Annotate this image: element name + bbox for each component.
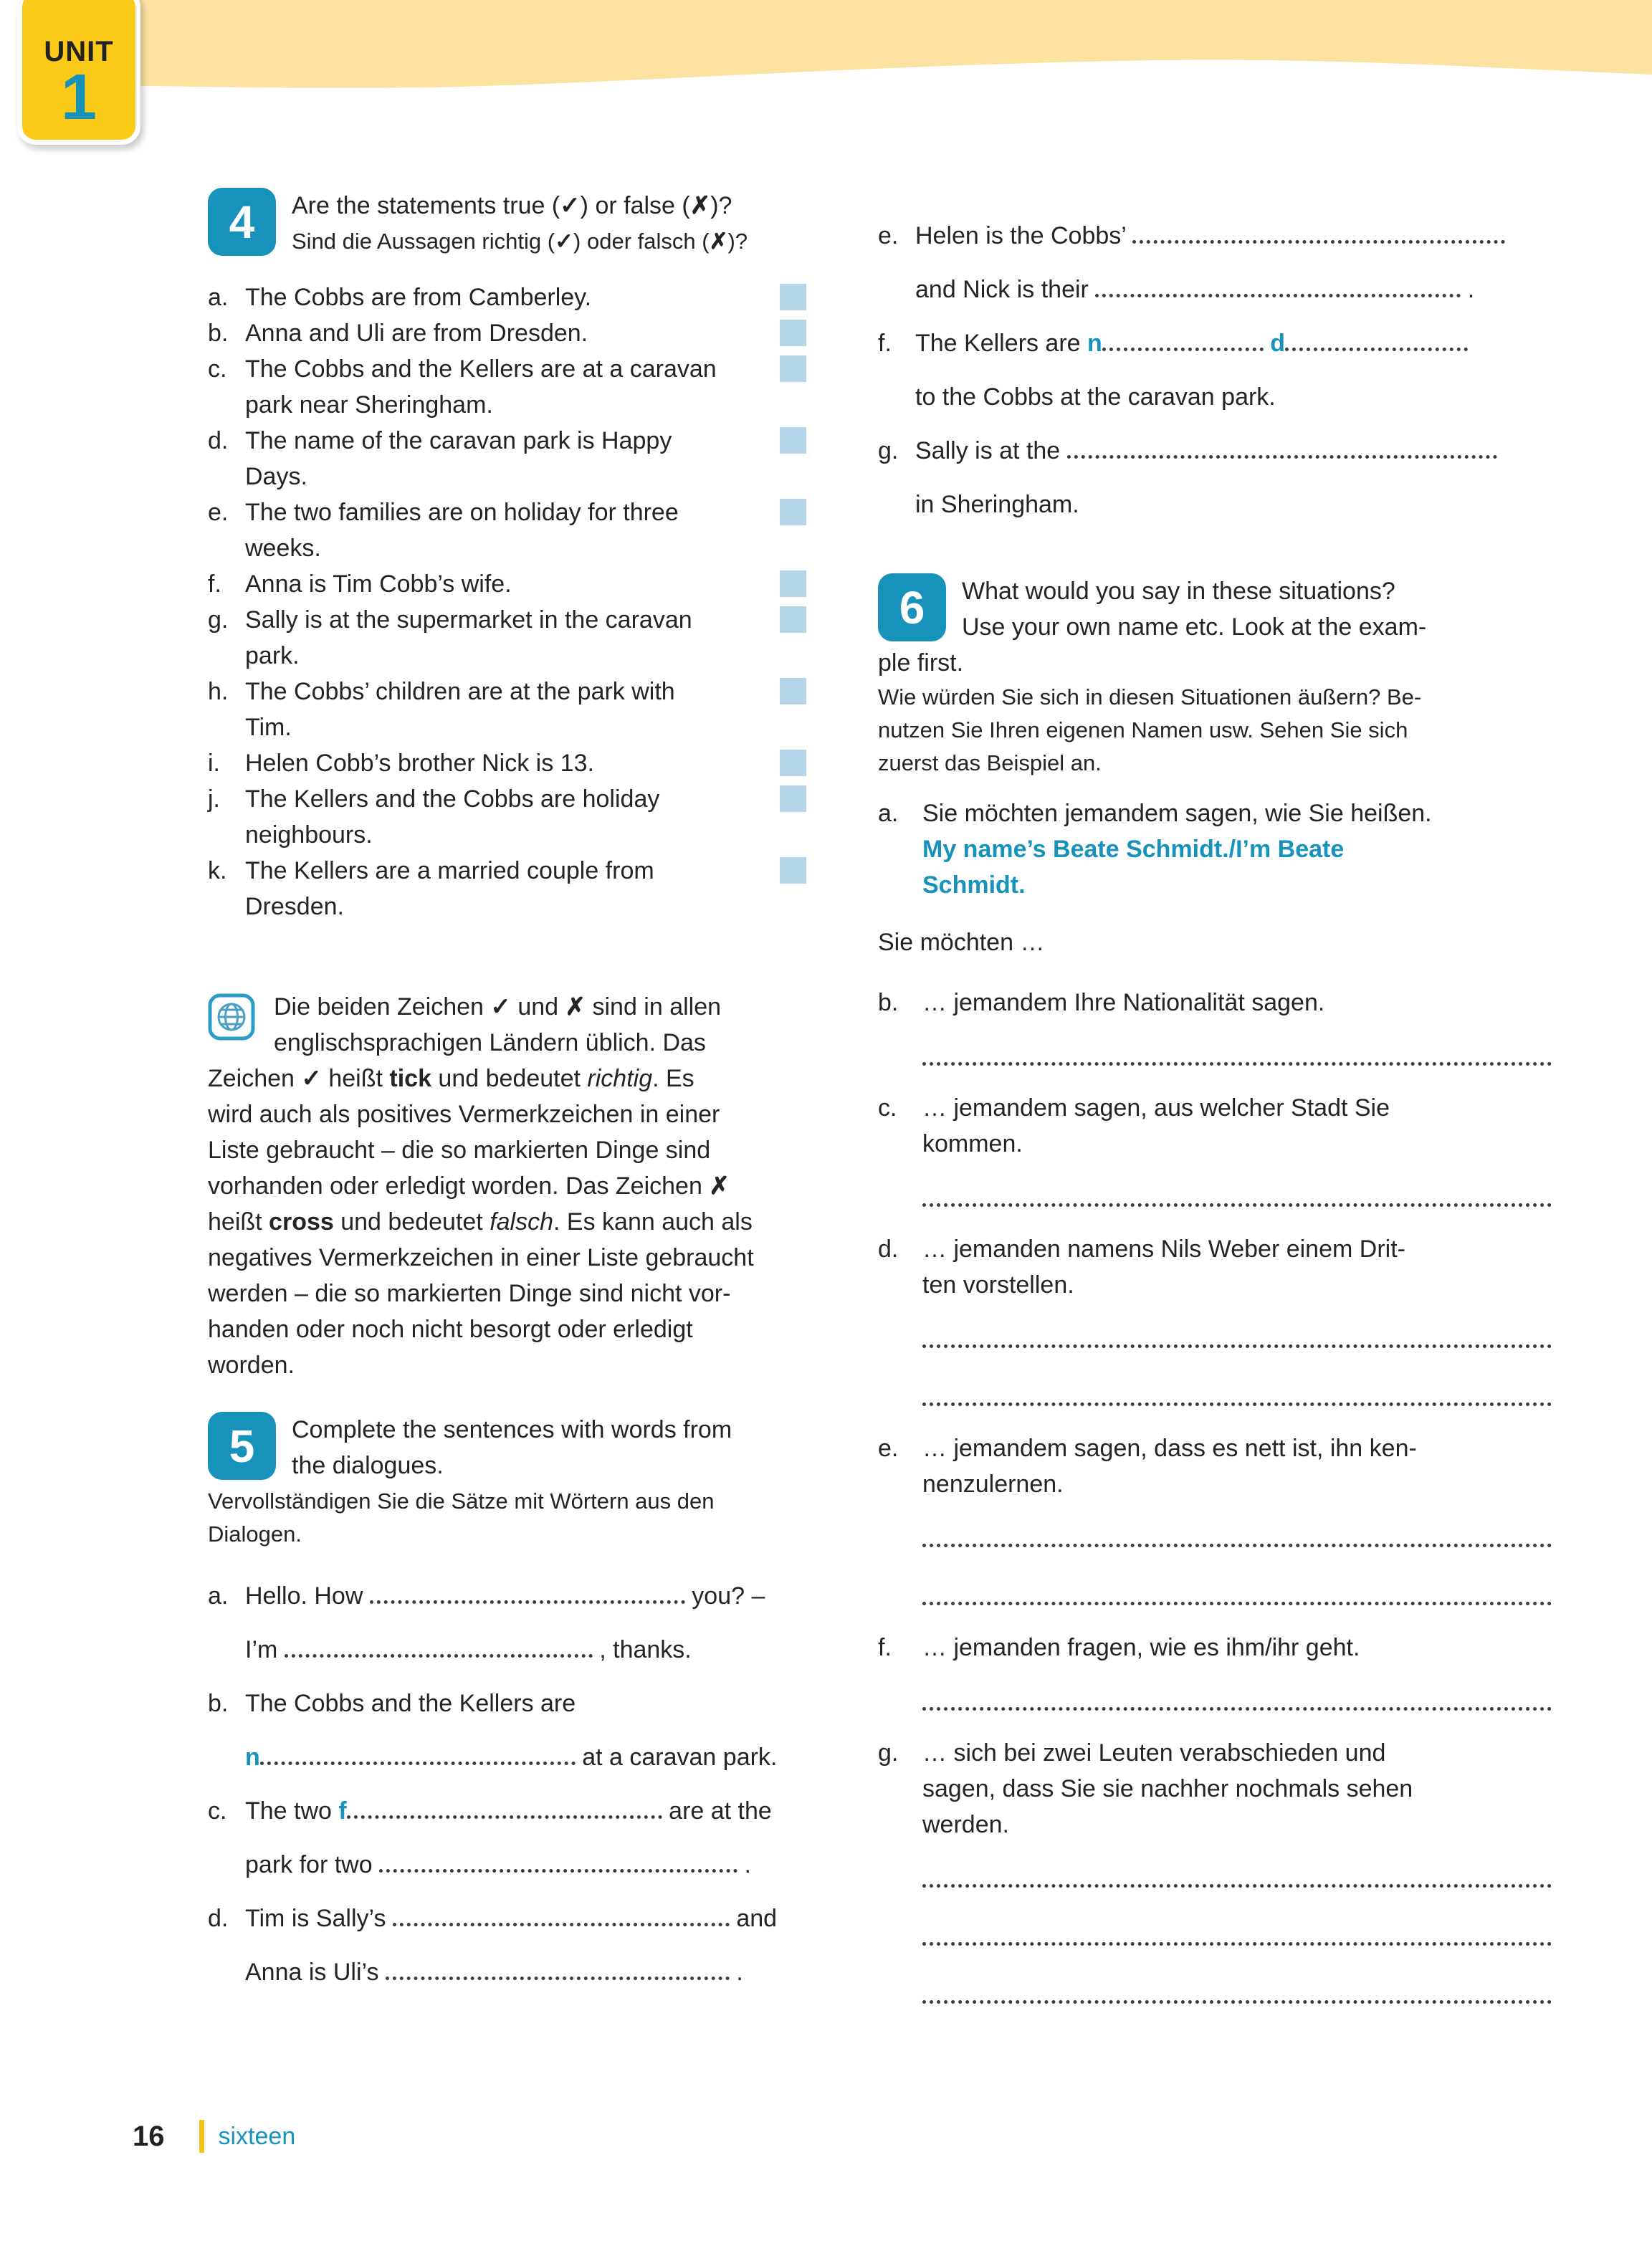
text-line: Use your own name etc. Look at the exam- — [962, 613, 1427, 641]
text-line: Complete the sentences with words from — [292, 1416, 732, 1443]
text-line: park. — [245, 642, 300, 669]
text-segment: f — [338, 1797, 347, 1825]
statement-list — [208, 279, 806, 924]
answer-checkbox[interactable] — [780, 284, 806, 310]
situation-item-example — [878, 795, 1552, 903]
text-segment: Anna is Uli’s — [245, 1959, 386, 1986]
answer-blank[interactable] — [1067, 455, 1497, 459]
item-label: b. — [878, 989, 899, 1016]
statement-item — [208, 745, 806, 781]
text-line: neighbours. — [245, 821, 373, 849]
answer-blank[interactable] — [260, 1762, 576, 1765]
statement-item — [208, 351, 806, 423]
text-line — [915, 424, 1552, 478]
page-footer — [133, 2120, 295, 2153]
text-segment: Helen is the Cobbs’ — [915, 222, 1133, 249]
sentence-item — [208, 1892, 813, 1999]
text-line — [208, 1132, 813, 1168]
exercise-number-badge: 6 — [878, 573, 946, 641]
text-line: Sally is at the supermarket in the caravan — [245, 606, 692, 634]
text-segment: ✗ — [709, 229, 728, 254]
text-segment: . — [729, 1959, 743, 1986]
statement-text — [245, 853, 806, 924]
text-line: ple first. — [878, 649, 964, 677]
exercise-4-header — [208, 188, 806, 259]
item-label: e. — [878, 1435, 899, 1462]
text-line: Helen Cobb’s brother Nick is 13. — [245, 750, 594, 777]
statement-item — [208, 853, 806, 924]
exercise-5-title-de: Vervollständigen Sie die Sätze mit Wörtern aus den Dialogen. — [208, 1488, 715, 1547]
situation-item — [878, 1430, 1552, 1605]
text-segment: ✗ — [709, 1172, 730, 1200]
answer-checkbox[interactable] — [780, 427, 806, 454]
text-line: … sich bei zwei Leuten verabschieden und — [922, 1739, 1386, 1767]
item-label: f. — [878, 1634, 892, 1661]
text-line: The two families are on holiday for three — [245, 499, 679, 526]
answer-checkbox[interactable] — [780, 355, 806, 382]
item-label: i. — [208, 750, 220, 777]
text-segment: , thanks. — [592, 1636, 692, 1663]
exercise-number-badge: 4 — [208, 188, 276, 256]
item-label: e. — [208, 499, 229, 526]
text-line: weeks. — [245, 535, 321, 562]
answer-blank[interactable] — [370, 1600, 685, 1604]
text-line — [208, 1025, 813, 1061]
text-line — [208, 1168, 813, 1204]
statement-text — [245, 423, 806, 494]
text-segment: falsch — [490, 1208, 554, 1236]
answer-line[interactable] — [922, 1203, 1552, 1207]
text-segment: wird auch als positives Vermerkzeichen in einer — [208, 1101, 720, 1128]
text-line: Anna is Tim Cobb’s wife. — [245, 570, 512, 598]
sentence-text — [915, 209, 1552, 317]
answer-blank[interactable] — [1095, 294, 1461, 297]
answer-checkbox[interactable] — [780, 785, 806, 812]
situation-text — [922, 1430, 1552, 1502]
text-line: My name’s Beate Schmidt./I’m Beate — [922, 836, 1345, 863]
text-segment: ✗ — [689, 192, 711, 219]
text-line: The Cobbs’ children are at the park with — [245, 678, 675, 705]
item-label: f. — [878, 330, 892, 357]
text-segment: Are the statements true ( — [292, 192, 560, 219]
text-segment: englischsprachigen Ländern üblich. Das — [274, 1029, 706, 1056]
top-band — [0, 0, 1652, 115]
text-line: The Kellers are a married couple from — [245, 857, 654, 884]
exercise-6-title-en — [878, 573, 1552, 681]
statement-text — [245, 602, 806, 674]
statement-text — [245, 674, 806, 745]
text-segment: ✓ — [301, 1065, 322, 1092]
text-segment: The two — [245, 1797, 339, 1825]
statement-text — [245, 351, 806, 423]
situation-item — [878, 1630, 1552, 1711]
statement-text — [245, 279, 806, 315]
text-segment: ) or false ( — [580, 192, 690, 219]
exercise-4-title-en — [208, 188, 806, 224]
text-segment: The Cobbs and the Kellers are — [245, 1690, 576, 1717]
text-line — [915, 263, 1552, 317]
situation-text — [922, 1231, 1552, 1303]
text-line: … jemandem sagen, dass es nett ist, ihn ken- — [922, 1435, 1417, 1462]
globe-icon — [208, 993, 255, 1041]
text-segment: Zeichen — [208, 1065, 302, 1092]
answer-line[interactable] — [922, 1602, 1552, 1605]
text-line: Dresden. — [245, 893, 344, 920]
unit-tab — [17, 0, 140, 145]
situation-text — [922, 1735, 1552, 1843]
sentence-list-continued — [878, 209, 1552, 532]
answer-blank[interactable] — [1102, 348, 1264, 351]
page-number: 16 — [133, 2120, 165, 2152]
sentence-text — [245, 1569, 813, 1677]
item-label: c. — [208, 355, 227, 383]
item-label: g. — [208, 606, 229, 634]
item-label: g. — [878, 1739, 899, 1767]
text-segment: tick — [389, 1065, 431, 1092]
text-segment: Die beiden Zeichen — [274, 993, 491, 1021]
text-line — [245, 1569, 813, 1623]
sentence-item — [878, 209, 1552, 317]
text-line: Tim. — [245, 714, 292, 741]
text-segment: sind in allen — [586, 993, 722, 1021]
answer-blank[interactable] — [285, 1654, 593, 1658]
text-line — [915, 317, 1552, 371]
answer-checkbox[interactable] — [780, 570, 806, 597]
situation-item — [878, 1735, 1552, 2004]
situation-text — [922, 795, 1552, 903]
text-line: The Cobbs are from Camberley. — [245, 284, 592, 311]
situation-text — [922, 1630, 1552, 1666]
statement-item — [208, 494, 806, 566]
text-segment: The Kellers are — [915, 330, 1087, 357]
answer-checkbox[interactable] — [780, 857, 806, 884]
text-line — [245, 1623, 813, 1677]
text-line: The Cobbs and the Kellers are at a caravan — [245, 355, 717, 383]
text-line: Days. — [245, 463, 307, 490]
answer-checkbox[interactable] — [780, 678, 806, 704]
situation-item — [878, 985, 1552, 1066]
text-line — [245, 1946, 813, 1999]
text-line — [915, 209, 1552, 263]
text-line: … jemanden namens Nils Weber einem Drit- — [922, 1236, 1405, 1263]
statement-text — [245, 315, 806, 351]
item-label: g. — [878, 437, 899, 464]
situation-prompt: Sie möchten jemandem sagen, wie Sie heißen. — [922, 800, 1432, 827]
exercise-6 — [878, 573, 1552, 2004]
item-label: c. — [878, 1094, 897, 1122]
answer-blank[interactable] — [1132, 240, 1505, 244]
text-line — [915, 371, 1552, 424]
sentence-item — [208, 1677, 813, 1784]
text-line — [208, 1311, 813, 1347]
sentence-list — [208, 1569, 813, 1999]
statement-item — [208, 602, 806, 674]
text-line: werden. — [922, 1811, 1009, 1838]
text-segment: I’m — [245, 1636, 285, 1663]
sentence-item — [208, 1784, 813, 1892]
text-segment: Sind die Aussagen richtig ( — [292, 229, 555, 254]
text-line — [245, 1731, 813, 1784]
text-segment: n — [245, 1744, 260, 1771]
text-line: kommen. — [922, 1130, 1023, 1157]
text-line: the dialogues. — [292, 1452, 444, 1479]
info-text — [208, 989, 813, 1383]
text-segment: heißt — [321, 1065, 390, 1092]
answer-line[interactable] — [922, 1544, 1552, 1547]
text-segment: werden – die so markierten Dinge sind nicht vor- — [208, 1280, 731, 1307]
sentence-text — [245, 1892, 813, 1999]
text-segment: Hello. How — [245, 1582, 370, 1610]
text-segment: und bedeutet — [333, 1208, 490, 1236]
exercise-5-header — [208, 1412, 813, 1551]
text-line: nenzulernen. — [922, 1471, 1064, 1498]
exercise-4 — [208, 188, 806, 924]
sentence-text — [245, 1784, 813, 1892]
text-segment: are at the — [662, 1797, 772, 1825]
text-line: zuerst das Beispiel an. — [878, 750, 1102, 775]
text-segment: in Sheringham. — [915, 491, 1079, 518]
text-segment: worden. — [208, 1352, 295, 1379]
answer-line[interactable] — [922, 1062, 1552, 1066]
text-segment: )? — [727, 229, 748, 254]
answer-line[interactable] — [922, 1942, 1552, 1946]
text-line — [208, 989, 813, 1025]
interlude-text: Sie möchten … — [878, 929, 1045, 956]
text-segment: park for two — [245, 1851, 380, 1878]
answer-checkbox[interactable] — [780, 750, 806, 776]
statement-item — [208, 781, 806, 853]
item-label: d. — [208, 1905, 229, 1932]
text-segment: n — [1087, 330, 1102, 357]
text-segment: Liste gebraucht – die so markierten Dinge sind — [208, 1137, 711, 1164]
answer-line[interactable] — [922, 1707, 1552, 1711]
text-line — [208, 1204, 813, 1240]
answer-blank[interactable] — [393, 1923, 730, 1926]
statement-text — [245, 745, 806, 781]
item-label: j. — [208, 785, 220, 813]
text-segment: to the Cobbs at the caravan park. — [915, 383, 1276, 411]
text-segment: heißt — [208, 1208, 269, 1236]
item-label: a. — [208, 284, 229, 311]
text-line: Schmidt. — [922, 871, 1026, 899]
answer-checkbox[interactable] — [780, 606, 806, 633]
situation-item — [878, 1231, 1552, 1406]
text-segment: ✗ — [565, 993, 586, 1021]
sentence-item — [878, 424, 1552, 532]
answer-line[interactable] — [922, 1402, 1552, 1406]
statement-item — [208, 674, 806, 745]
unit-number: 1 — [60, 62, 97, 133]
text-segment: ✓ — [490, 993, 511, 1021]
item-label: a. — [208, 1582, 229, 1610]
text-segment: )? — [710, 192, 732, 219]
text-line — [915, 478, 1552, 532]
statement-item — [208, 566, 806, 602]
situation-text — [922, 1090, 1552, 1162]
situation-list — [878, 985, 1552, 2004]
situation-text — [922, 985, 1552, 1021]
text-segment: you? – — [684, 1582, 765, 1610]
answer-blank[interactable] — [347, 1815, 662, 1819]
text-line — [245, 1677, 813, 1731]
text-segment: . Es — [652, 1065, 694, 1092]
text-line — [208, 1240, 813, 1276]
text-segment: Tim is Sally’s — [245, 1905, 393, 1932]
answer-blank[interactable] — [386, 1977, 730, 1980]
sentence-item — [208, 1569, 813, 1677]
text-line — [245, 1784, 813, 1838]
item-label: e. — [878, 222, 899, 249]
page-number-word: sixteen — [218, 2122, 296, 2150]
text-segment: negatives Vermerkzeichen in einer Liste gebraucht — [208, 1244, 754, 1271]
text-line — [245, 1838, 813, 1892]
text-segment: . — [737, 1851, 751, 1878]
example-answer — [922, 831, 1552, 903]
text-line: … jemandem sagen, aus welcher Stadt Sie — [922, 1094, 1390, 1122]
text-segment: richtig — [587, 1065, 653, 1092]
item-label: f. — [208, 570, 221, 598]
text-line: What would you say in these situations? — [962, 578, 1395, 605]
item-label: d. — [208, 427, 229, 454]
text-line — [208, 1347, 813, 1383]
statement-item — [208, 315, 806, 351]
text-segment: ) oder falsch ( — [573, 229, 710, 254]
text-line: Anna and Uli are from Dresden. — [245, 320, 588, 347]
sentence-item — [878, 317, 1552, 424]
exercise-number-badge: 5 — [208, 1412, 276, 1480]
unit-label: UNIT — [44, 36, 114, 67]
right-column — [878, 209, 1552, 2004]
text-line: The Kellers and the Cobbs are holiday — [245, 785, 660, 813]
answer-checkbox[interactable] — [780, 320, 806, 346]
sentence-text — [915, 424, 1552, 532]
sentence-text — [915, 317, 1552, 424]
culture-info-box — [208, 989, 813, 1383]
text-segment: and Nick is their — [915, 276, 1096, 303]
answer-line[interactable] — [922, 2000, 1552, 2004]
text-line — [208, 1061, 813, 1096]
text-line: … jemanden fragen, wie es ihm/ihr geht. — [922, 1634, 1360, 1661]
text-line — [245, 1892, 813, 1946]
text-segment: Sally is at the — [915, 437, 1067, 464]
statement-text — [245, 781, 806, 853]
text-line: ten vorstellen. — [922, 1271, 1074, 1299]
item-label: b. — [208, 1690, 229, 1717]
text-segment: at a caravan park. — [575, 1744, 778, 1771]
text-segment: and — [729, 1905, 778, 1932]
answer-checkbox[interactable] — [780, 499, 806, 525]
text-line — [208, 1276, 813, 1311]
text-segment: ✓ — [555, 229, 574, 254]
exercise-6-title-de — [878, 681, 1552, 780]
exercise-5 — [208, 1412, 813, 1999]
text-segment: und — [510, 993, 565, 1021]
text-line — [208, 1096, 813, 1132]
answer-line[interactable] — [922, 1884, 1552, 1888]
text-segment: handen oder noch nicht besorgt oder erledigt — [208, 1316, 693, 1343]
situation-item — [878, 1090, 1552, 1207]
answer-blank[interactable] — [379, 1869, 737, 1873]
text-line: Wie würden Sie sich in diesen Situationen äußern? Be- — [878, 684, 1422, 709]
item-label: b. — [208, 320, 229, 347]
text-segment: d — [1270, 330, 1286, 357]
text-segment: vorhanden oder erledigt worden. Das Zeichen — [208, 1172, 710, 1200]
text-line: nutzen Sie Ihren eigenen Namen usw. Sehen Sie sich — [878, 717, 1408, 742]
statement-text — [245, 566, 806, 602]
statement-item — [208, 279, 806, 315]
text-segment: . Es kann auch als — [553, 1208, 753, 1236]
statement-text — [245, 494, 806, 566]
item-label: h. — [208, 678, 229, 705]
text-line: sagen, dass Sie sie nachher nochmals sehen — [922, 1775, 1413, 1802]
item-label: d. — [878, 1236, 899, 1263]
exercise-4-title-de — [208, 224, 806, 259]
text-segment: . — [1461, 276, 1475, 303]
text-line: The name of the caravan park is Happy — [245, 427, 672, 454]
item-label: k. — [208, 857, 227, 884]
answer-blank[interactable] — [1285, 348, 1468, 351]
text-segment — [1264, 330, 1270, 357]
text-segment: und bedeutet — [431, 1065, 588, 1092]
text-segment: cross — [269, 1208, 334, 1236]
text-segment: ✓ — [560, 192, 581, 219]
statement-item — [208, 423, 806, 494]
item-label: a. — [878, 800, 899, 827]
sentence-text — [245, 1677, 813, 1784]
text-line: park near Sheringham. — [245, 391, 493, 419]
answer-line[interactable] — [922, 1344, 1552, 1348]
exercise-6-header — [878, 573, 1552, 780]
exercise-5-title-en — [208, 1412, 813, 1483]
footer-divider — [199, 2120, 204, 2153]
text-line: … jemandem Ihre Nationalität sagen. — [922, 989, 1325, 1016]
item-label: c. — [208, 1797, 227, 1825]
